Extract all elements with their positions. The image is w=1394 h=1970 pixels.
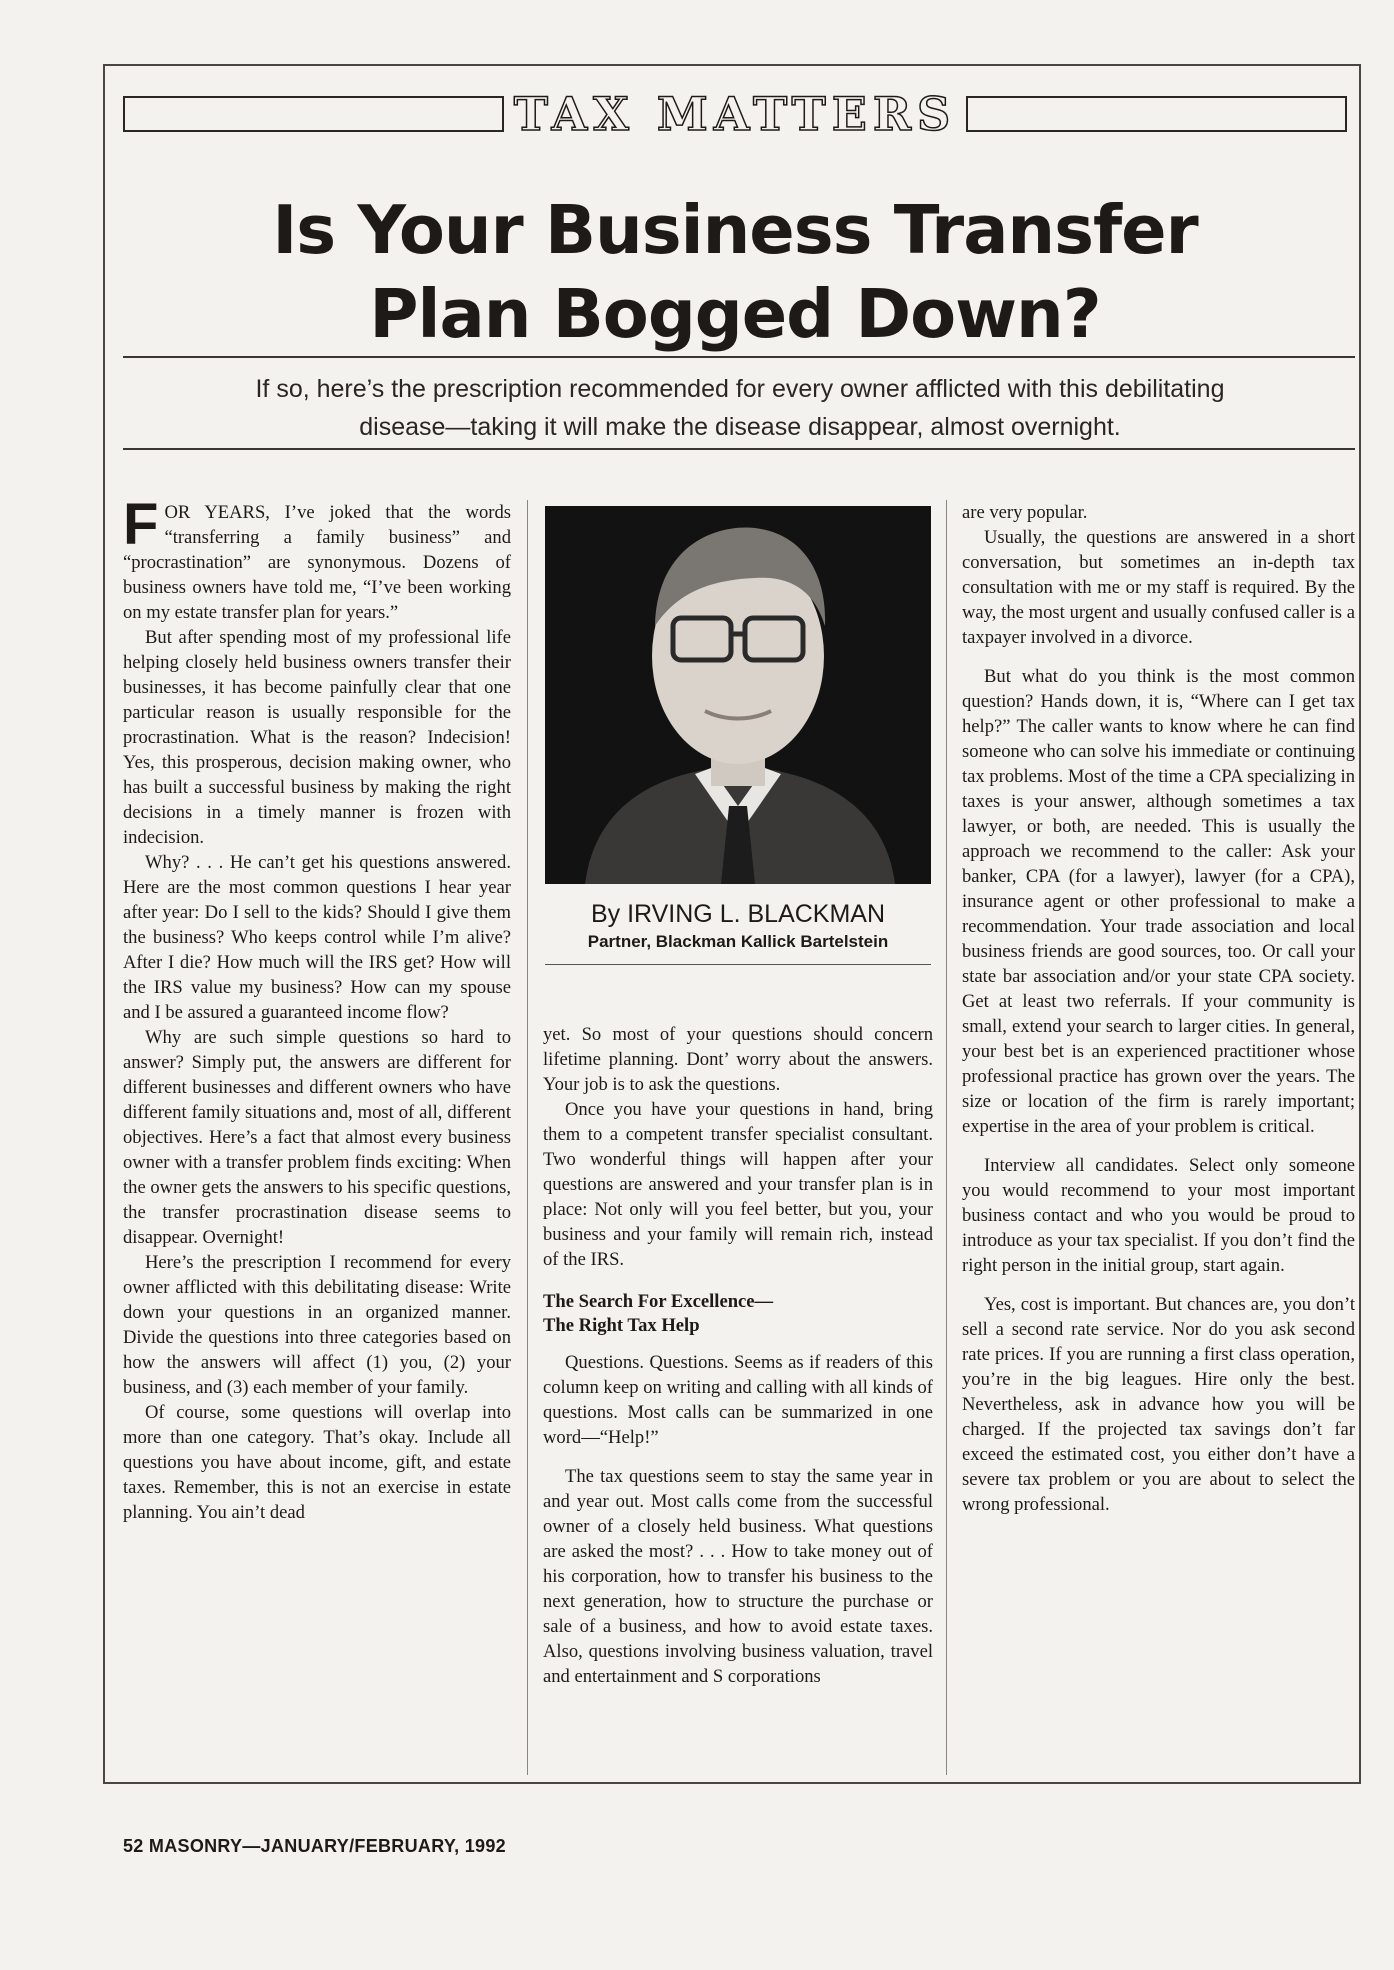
section-heading-line-1: The Search For Excellence— xyxy=(543,1291,774,1312)
paragraph: But what do you think is the most common question? Hands down, it is, “Where can I get tax help?” The caller wants to know where he can find someone who can solve his immediate or continuing tax problems. Most of the time a CPA specializing in taxes is your answer, although sometimes a tax lawyer, or both, are needed. This is usually the approach we recommend to the caller: Ask your banker, CPA (for a lawyer), lawyer (for a CPA), insurance agent or other professional to make a recommendation. Your trade association and local business friends are good sources, too. Or call your state bar association and/or your state CPA society. Get at least two referrals. If your community is small, extend your search to larger cities. In general, your best bet is an experienced practitioner whose professional practice has grown over the years. The size or location of the firm is rarely important; expertise in the area of your problem is critical. xyxy=(962,666,1355,1137)
section-banner xyxy=(123,88,1347,140)
article-column-1 xyxy=(123,492,511,1525)
drop-cap: F xyxy=(123,492,159,557)
article-column-3 xyxy=(962,500,1355,1517)
article-column-2 xyxy=(543,1022,933,1689)
headline-divider xyxy=(123,356,1355,358)
paragraph: Interview all candidates. Select only someone you would recommend to your most important business contact and who you would be proud to introduce as your tax specialist. If you don’t find the right person in the initial group, start again. xyxy=(962,1155,1355,1276)
author-title: Partner, Blackman Kallick Bartelstein xyxy=(587,932,889,951)
paragraph: Questions. Questions. Seems as if readers of this column keep on writing and calling with all kinds of questions. Most calls can be summarized in one word—“Help!” xyxy=(543,1352,933,1448)
article-subhead xyxy=(140,370,1340,446)
paragraph: The tax questions seem to stay the same year in and year out. Most calls come from the successful owner of a closely held business. What questions are asked the most? . . . How to take money out of his corporation, how to transfer his business to the next generation, how to structure the purchase or sale of a business, and how to avoid estate taxes. Also, questions involving business valuation, travel and entertainment and S corporations xyxy=(543,1466,933,1687)
byline-divider xyxy=(545,964,931,965)
subhead-line-2: disease—taking it will make the disease disappear, almost overnight. xyxy=(359,413,1121,441)
author-portrait-image xyxy=(545,506,931,884)
paragraph: yet. So most of your questions should concern lifetime planning. Dont’ worry about the answers. Your job is to ask the questions. xyxy=(543,1024,933,1095)
section-heading xyxy=(543,1290,933,1338)
paragraph: Once you have your questions in hand, bring them to a competent transfer specialist consultant. Two wonderful things will happen after your questions are answered and your transfer plan is in place: Not only will you feel better, but you, your business and your family will remain rich, instead of the IRS. xyxy=(543,1099,933,1270)
headline-line-2: Plan Bogged Down? xyxy=(369,275,1101,353)
paragraph: Why? . . . He can’t get his questions answered. Here are the most common questions I hear year after year: Do I sell to the kids? Should I give them the business? Who keeps control while I’m alive? After I die? How much will the IRS get? How will the IRS value my business? How can my spouse and I be assured a guaranteed income flow? xyxy=(123,852,511,1023)
banner-title: TAX MATTERS xyxy=(513,87,957,141)
paragraph: Here’s the prescription I recommend for every owner afflicted with this debilitating disease: Write down your questions in an organized manner. Divide the questions into three categories based on how the answers will affect (1) you, (2) your business, and (3) each member of your family. xyxy=(123,1252,511,1398)
paragraph: But after spending most of my professional life helping closely held business owners transfer their businesses, it has become painfully clear that one particular reason is usually responsible for the procrastination. What is the reason? Indecision! Yes, this prosperous, decision making owner, who has built a successful business by making the right decisions in a timely manner is frozen with indecision. xyxy=(123,627,511,848)
paragraph: Usually, the questions are answered in a short conversation, but sometimes an in-depth tax consultation with me or my staff is required. By the way, the most urgent and usually confused caller is a taxpayer involved in a divorce. xyxy=(962,527,1355,648)
author-name: By IRVING L. BLACKMAN xyxy=(590,900,886,928)
paragraph: Yes, cost is important. But chances are, you don’t sell a second rate service. Nor do you ask second rate prices. If you are running a first class operation, you’re in the big leagues. Hire only the best. Nevertheless, ask in advance how you will be charged. If the projected tax savings don’t far exceed the estimated cost, you either don’t have a severe tax problem or you are about to select the wrong professional. xyxy=(962,1294,1355,1515)
column-divider-2 xyxy=(946,500,947,1775)
paragraph: are very popular. xyxy=(962,502,1088,523)
page-footer: 52 MASONRY—JANUARY/FEBRUARY, 1992 xyxy=(123,1836,506,1856)
banner-rule-left xyxy=(123,96,504,132)
byline xyxy=(545,898,931,954)
headline-line-1: Is Your Business Transfer xyxy=(272,191,1198,269)
section-heading-line-2: The Right Tax Help xyxy=(543,1315,700,1336)
paragraph: FOR YEARS, I’ve joked that the words “transferring a family business” and “procrastination” are synonymous. Dozens of business owners have told me, “I’ve been working on my estate transfer plan for years.” xyxy=(123,492,511,623)
subhead-divider xyxy=(123,448,1355,450)
paragraph: Why are such simple questions so hard to answer? Simply put, the answers are different for different businesses and different owners who have different family situations and, most of all, different objectives. Here’s a fact that almost every business owner with a transfer problem finds exciting: When the owner gets the answers to his specific questions, the transfer procrastination disease seems to disappear. Overnight! xyxy=(123,1027,511,1248)
banner-rule-right xyxy=(966,96,1347,132)
article-headline xyxy=(123,188,1347,356)
subhead-line-1: If so, here’s the prescription recommended for every owner afflicted with this debilitating xyxy=(255,375,1225,403)
author-photo xyxy=(545,506,931,884)
column-divider-1 xyxy=(527,500,528,1775)
paragraph: Of course, some questions will overlap into more than one category. That’s okay. Include all questions you have about income, gift, and estate taxes. Remember, this is not an exercise in estate planning. You ain’t dead xyxy=(123,1402,511,1523)
